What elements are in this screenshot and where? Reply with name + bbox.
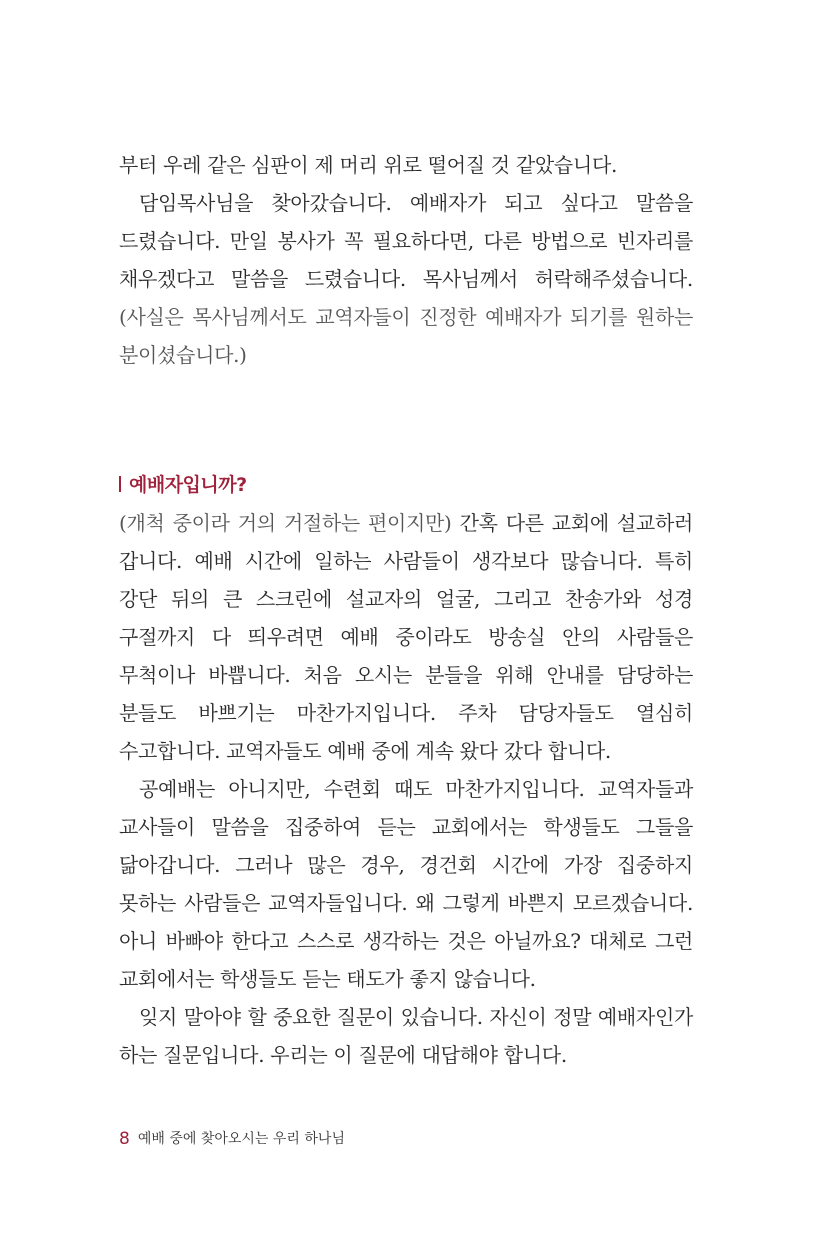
section-paragraph-2-text: 공예배는 아니지만, 수련회 때도 마찬가지입니다. 교역자들과 교사들이 말씀을 집중하여 듣는 교회에서는 학생들도 그들을 닮아갑니다. 그러나 많은 경우, 경건회 시간에 가장 집중하지 못하는 사람들은 교역자들입니다. 왜 그렇게 바쁜지 모르겠습니다. 아니 바빠야 한다고 스스로 생각하는 것은 아닐까요? 대체로 그런 교회에서는 학생들도 듣는 태도가 좋지 않습니다. <box>119 777 693 991</box>
section-paragraph-1 <box>119 504 693 770</box>
section-heading-text: 예배자입니까? <box>129 474 247 496</box>
intro-paragraph-2-parenthetical: (사실은 목사님께서도 교역자들이 진정한 예배자가 되기를 원하는 분이셨습니다.) <box>119 305 693 367</box>
intro-paragraph-1 <box>119 146 693 184</box>
page-footer <box>119 1128 345 1149</box>
intro-paragraph-1-text: 부터 우레 같은 심판이 제 머리 위로 떨어질 것 같았습니다. <box>119 153 618 177</box>
page-body <box>119 146 693 1074</box>
section-paragraph-3 <box>119 998 693 1074</box>
intro-paragraph-2-text: 담임목사님을 찾아갔습니다. 예배자가 되고 싶다고 말씀을 드렸습니다. 만일 봉사가 꼭 필요하다면, 다른 방법으로 빈자리를 채우겠다고 말씀을 드렸습니다. 목사님께서 허락해주셨습니다. <box>119 191 693 291</box>
section-paragraph-3-text: 잊지 말아야 할 중요한 질문이 있습니다. 자신이 정말 예배자인가 하는 질문입니다. 우리는 이 질문에 대답해야 합니다. <box>119 1005 693 1067</box>
intro-paragraph-2 <box>119 184 693 374</box>
running-title: 예배 중에 찾아오시는 우리 하나님 <box>137 1131 345 1147</box>
heading-bar-icon <box>119 476 121 492</box>
page-number: 8 <box>119 1129 130 1149</box>
section-paragraph-2 <box>119 770 693 998</box>
section-paragraph-1-text: 간혹 다른 교회에 설교하러 갑니다. 예배 시간에 일하는 사람들이 생각보다 많습니다. 특히 강단 뒤의 큰 스크린에 설교자의 얼굴, 그리고 찬송가와 성경 구절까지 다 띄우려면 예배 중이라도 방송실 안의 사람들은 무척이나 바쁩니다. 처음 오시는 분들을 위해 안내를 담당하는 분들도 바쁘기는 마찬가지입니다. 주차 담당자들도 열심히 수고합니다. 교역자들도 예배 중에 계속 왔다 갔다 합니다. <box>119 511 693 763</box>
section-paragraph-1-parenthetical: (개척 중이라 거의 거절하는 편이지만) <box>119 511 452 535</box>
section-heading <box>119 472 693 498</box>
